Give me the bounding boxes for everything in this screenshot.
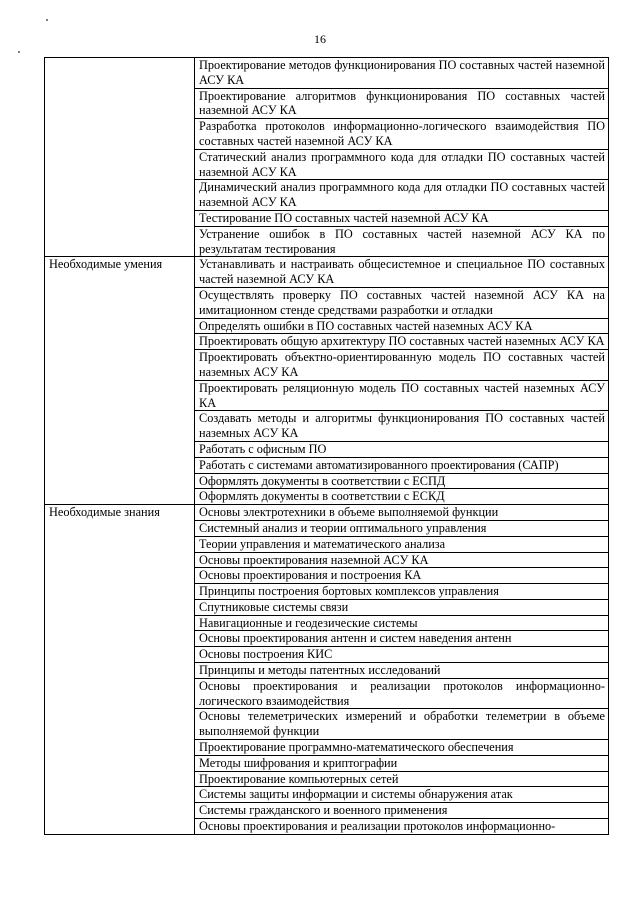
scan-speck xyxy=(18,51,20,53)
requirement-item: Основы проектирования антенн и систем наведения антенн xyxy=(195,631,609,647)
requirement-item: Принципы построения бортовых комплексов управления xyxy=(195,584,609,600)
requirement-item: Устанавливать и настраивать общесистемное и специальное ПО составных частей наземной АСУ КА xyxy=(195,257,609,288)
page-number: 16 xyxy=(314,32,326,46)
group-label-cell: Необходимые знания xyxy=(45,505,195,835)
requirement-item: Оформлять документы в соответствии с ЕСКД xyxy=(195,489,609,505)
requirement-item: Осуществлять проверку ПО составных частей наземной АСУ КА на имитационном стенде средствами разработки и отладки xyxy=(195,287,609,318)
requirements-table-body xyxy=(45,58,609,835)
requirement-item: Системы гражданского и военного применения xyxy=(195,803,609,819)
requirement-item: Проектировать объектно-ориентированную модель ПО составных частей наземных АСУ КА xyxy=(195,350,609,381)
requirement-item: Проектирование компьютерных сетей xyxy=(195,771,609,787)
requirement-item: Проектирование программно-математического обеспечения xyxy=(195,740,609,756)
requirement-item: Работать с системами автоматизированного проектирования (САПР) xyxy=(195,457,609,473)
requirement-item: Проектирование алгоритмов функционирования ПО составных частей наземной АСУ КА xyxy=(195,88,609,119)
requirement-item: Статический анализ программного кода для отладки ПО составных частей наземной АСУ КА xyxy=(195,149,609,180)
requirement-item: Динамический анализ программного кода для отладки ПО составных частей наземной АСУ КА xyxy=(195,180,609,211)
table-row xyxy=(45,257,609,288)
requirement-item: Работать с офисным ПО xyxy=(195,441,609,457)
requirement-item: Тестирование ПО составных частей наземной АСУ КА xyxy=(195,210,609,226)
requirement-item: Теории управления и математического анализа xyxy=(195,536,609,552)
requirement-item: Создавать методы и алгоритмы функционирования ПО составных частей наземных АСУ КА xyxy=(195,411,609,442)
requirement-item: Навигационные и геодезические системы xyxy=(195,615,609,631)
group-label-cell: Необходимые умения xyxy=(45,257,195,505)
requirement-item: Основы проектирования и построения КА xyxy=(195,568,609,584)
requirement-item: Принципы и методы патентных исследований xyxy=(195,663,609,679)
requirement-item: Проектирование методов функционирования ПО составных частей наземной АСУ КА xyxy=(195,58,609,89)
group-label-cell xyxy=(45,58,195,257)
requirement-item: Методы шифрования и криптографии xyxy=(195,755,609,771)
requirement-item: Основы телеметрических измерений и обработки телеметрии в объеме выполняемой функции xyxy=(195,709,609,740)
requirement-item: Спутниковые системы связи xyxy=(195,599,609,615)
requirement-item: Основы проектирования наземной АСУ КА xyxy=(195,552,609,568)
requirement-item: Разработка протоколов информационно-логического взаимодействия ПО составных частей наземной АСУ КА xyxy=(195,119,609,150)
requirement-item: Основы проектирования и реализации протоколов информационно- xyxy=(195,819,609,835)
requirement-item: Системный анализ и теории оптимального управления xyxy=(195,520,609,536)
requirement-item: Системы защиты информации и системы обнаружения атак xyxy=(195,787,609,803)
requirement-item: Устранение ошибок в ПО составных частей наземной АСУ КА по результатам тестирования xyxy=(195,226,609,257)
requirement-item: Основы проектирования и реализации протоколов информационно-логического взаимодействия xyxy=(195,678,609,709)
requirement-item: Основы электротехники в объеме выполняемой функции xyxy=(195,505,609,521)
table-row xyxy=(45,505,609,521)
requirement-item: Проектировать общую архитектуру ПО составных частей наземных АСУ КА xyxy=(195,334,609,350)
requirement-item: Проектировать реляционную модель ПО составных частей наземных АСУ КА xyxy=(195,380,609,411)
table-row xyxy=(45,58,609,89)
requirement-item: Оформлять документы в соответствии с ЕСПД xyxy=(195,473,609,489)
requirement-item: Основы построения КИС xyxy=(195,647,609,663)
scan-speck xyxy=(46,19,48,21)
requirement-item: Определять ошибки в ПО составных частей наземных АСУ КА xyxy=(195,318,609,334)
requirements-table xyxy=(44,57,609,835)
